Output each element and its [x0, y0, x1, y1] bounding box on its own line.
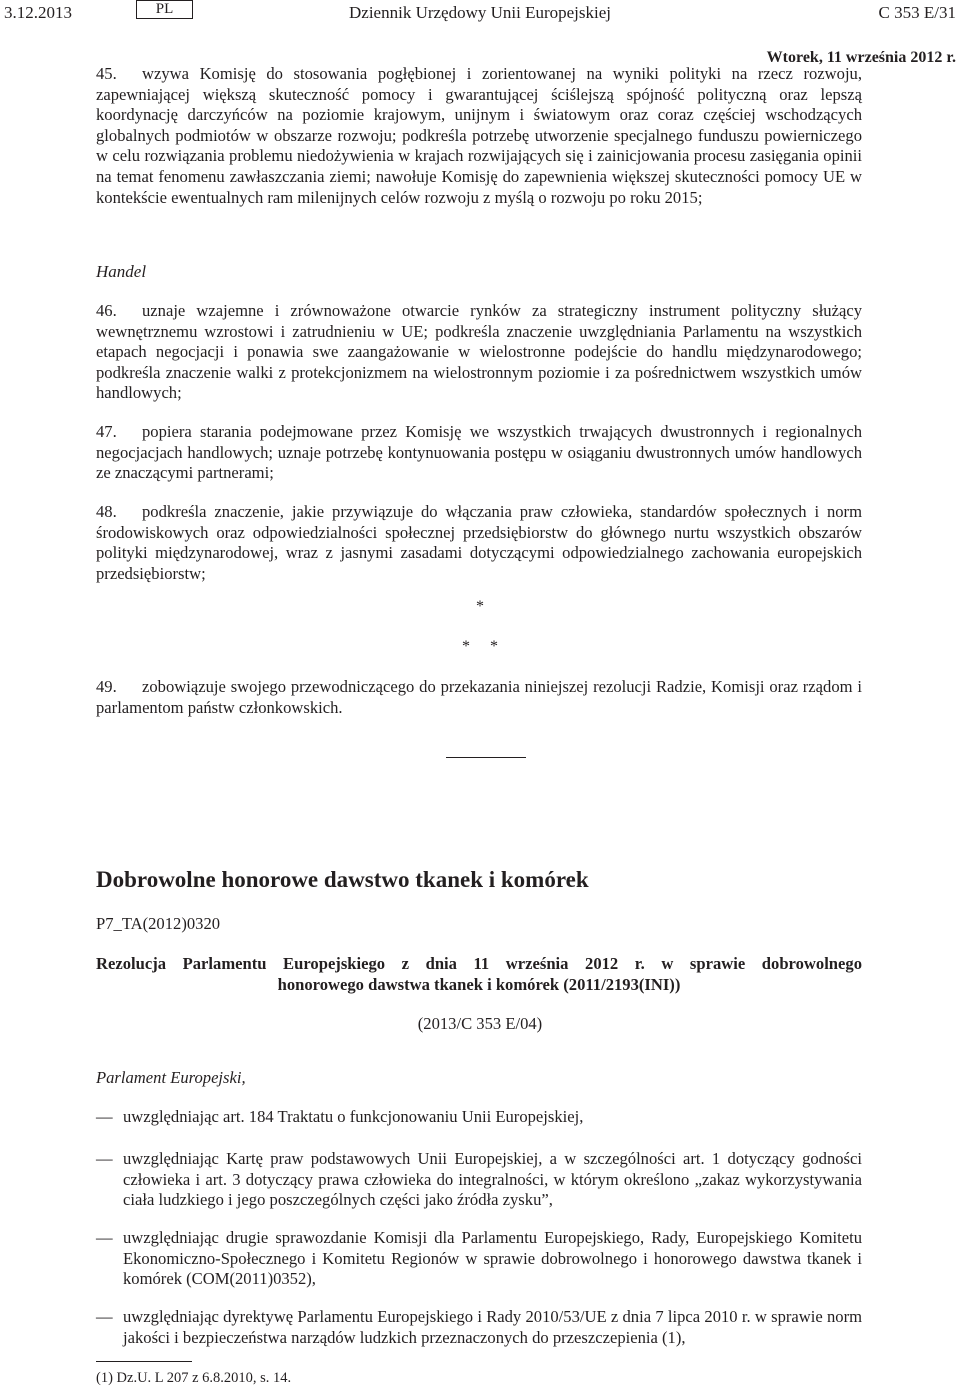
paragraph-45: [96, 64, 862, 208]
paragraph-text: podkreśla znaczenie, jakie przywiązuje do włączania praw człowieka, standardów społecznych i norm środowiskowych oraz odpowiedzialności społecznej przedsiębiorstw do głównego nurtu wszystkich obszarów polityki międzynarodowej, wraz z jasnymi zasadami dotyczącymi odpowiedzialnego zachowania europejskich przedsiębiorstw;: [96, 502, 862, 583]
dash-marker: —: [96, 1149, 113, 1168]
separator-stars-bottom: * *: [462, 638, 498, 655]
paragraph-text: uznaje wzajemne i zrównoważone otwarcie rynków za strategiczny instrument polityczny służący wewnętrznemu wzrostowi i zatrudnieniu w UE; podkreśla znaczenie uwzględniania Parlamentu na wszystkich etapach negocjacji i ponawia swe zaangażowanie w wielostronne podejście do handlu międzynarodowego; podkreśla znaczenie walki z protekcjonizmem na wielostronnym poziomie i za pośrednictwem wszystkich umów handlowych;: [96, 301, 862, 403]
paragraph-47: [96, 422, 862, 484]
footnote-rule: [96, 1361, 192, 1362]
language-badge: PL: [136, 0, 193, 19]
paragraph-49: [96, 677, 862, 718]
document-title: Dobrowolne honorowe dawstwo tkanek i komórek: [96, 867, 589, 892]
header-reference: C 353 E/31: [878, 3, 956, 22]
document-reference: P7_TA(2012)0320: [96, 914, 221, 933]
end-rule: [446, 757, 526, 758]
recital-text: uwzględniając dyrektywę Parlamentu Europejskiego i Rady 2010/53/UE z dnia 7 lipca 2010 r. w sprawie norm jakości i bezpieczeństwa narządów ludzkich przeznaczonych do przeszczepienia (1),: [123, 1307, 862, 1347]
resolution-title-line-2: honorowego dawstwa tkanek i komórek (2011/2193(INI)): [277, 974, 681, 994]
paragraph-46: [96, 301, 862, 404]
recital-item: [96, 1149, 862, 1211]
header-date: 3.12.2013: [4, 3, 72, 22]
session-date: Wtorek, 11 września 2012 r.: [766, 49, 956, 66]
recital-item: [96, 1107, 862, 1128]
resolution-title-line-1: Rezolucja Parlamentu Europejskiego z dnia 11 września 2012 r. w sprawie dobrowolnego: [96, 954, 862, 973]
recital-text: uwzględniając Kartę praw podstawowych Unii Europejskiej, a w szczególności art. 1 dotyczący godności człowieka i art. 3 dotyczący prawa człowieka do integralności, w którym określono „zakaz wykorzystywania ciała ludzkiego i jego poszczególnych części jako źródła zysku”,: [123, 1149, 862, 1210]
separator-star-top: *: [476, 598, 484, 615]
journal-name: Dziennik Urzędowy Unii Europejskiej: [349, 3, 612, 22]
recital-item: [96, 1307, 862, 1348]
dash-marker: —: [96, 1228, 113, 1247]
paragraph-number: 47.: [96, 422, 117, 441]
footnote: (1) Dz.U. L 207 z 6.8.2010, s. 14.: [96, 1370, 292, 1386]
recital-text: uwzględniając drugie sprawozdanie Komisji dla Parlamentu Europejskiego, Rady, Europejskiego Komitetu Ekonomiczno-Społecznego i Komitetu Regionów w sprawie dobrowolnego i honorowego dawstwa tkanek i komórek (COM(2011)0352),: [123, 1228, 862, 1289]
paragraph-text: popiera starania podejmowane przez Komisję we wszystkich trwających dwustronnych i regionalnych negocjacjach handlowych; uznaje potrzebę kontynuowania postępu w osiąganiu dwustronnych umów handlowych ze znaczącymi partnerami;: [96, 422, 862, 483]
resolution-title: [96, 954, 862, 995]
dash-marker: —: [96, 1107, 113, 1126]
parliament-label: Parlament Europejski,: [96, 1068, 246, 1087]
paragraph-text: zobowiązuje swojego przewodniczącego do przekazania niniejszej rezolucji Radzie, Komisji oraz rządom i parlamentom państw członkowskich.: [96, 677, 862, 717]
paragraph-text: wzywa Komisję do stosowania pogłębionej i zorientowanej na wyniki polityki na rzecz rozwoju, zapewniającej większą skuteczność pomocy i gwarantującej ściślejszą spójność polityczną oraz lepszą koordynację darczyńców na poziomie krajowym, unijnym i światowym oraz coraz częściej wschodzących globalnych podmiotów w obszarze rozwoju; podkreśla potrzebę utworzenie specjalnego funduszu powierniczego w celu rozwiązania problemu niedożywienia w krajach rozwijających się i zainicjowania procesu zasięgania opinii na temat fenomenu zawłaszczania ziemi; nawołuje Komisję do zapewnienia większej skuteczności pomocy UE w kontekście ewentualnych ram milenijnych celów rozwoju z myślą o rozwoju po roku 2015;: [96, 64, 862, 207]
paragraph-number: 45.: [96, 64, 117, 83]
paragraph-number: 46.: [96, 301, 117, 320]
recital-item: [96, 1228, 862, 1290]
paragraph-number: 49.: [96, 677, 117, 696]
section-heading: Handel: [96, 262, 147, 281]
resolution-code: (2013/C 353 E/04): [417, 1014, 543, 1033]
paragraph-48: [96, 502, 862, 584]
recital-text: uwzględniając art. 184 Traktatu o funkcjonowaniu Unii Europejskiej,: [123, 1107, 584, 1126]
dash-marker: —: [96, 1307, 113, 1326]
paragraph-number: 48.: [96, 502, 117, 521]
